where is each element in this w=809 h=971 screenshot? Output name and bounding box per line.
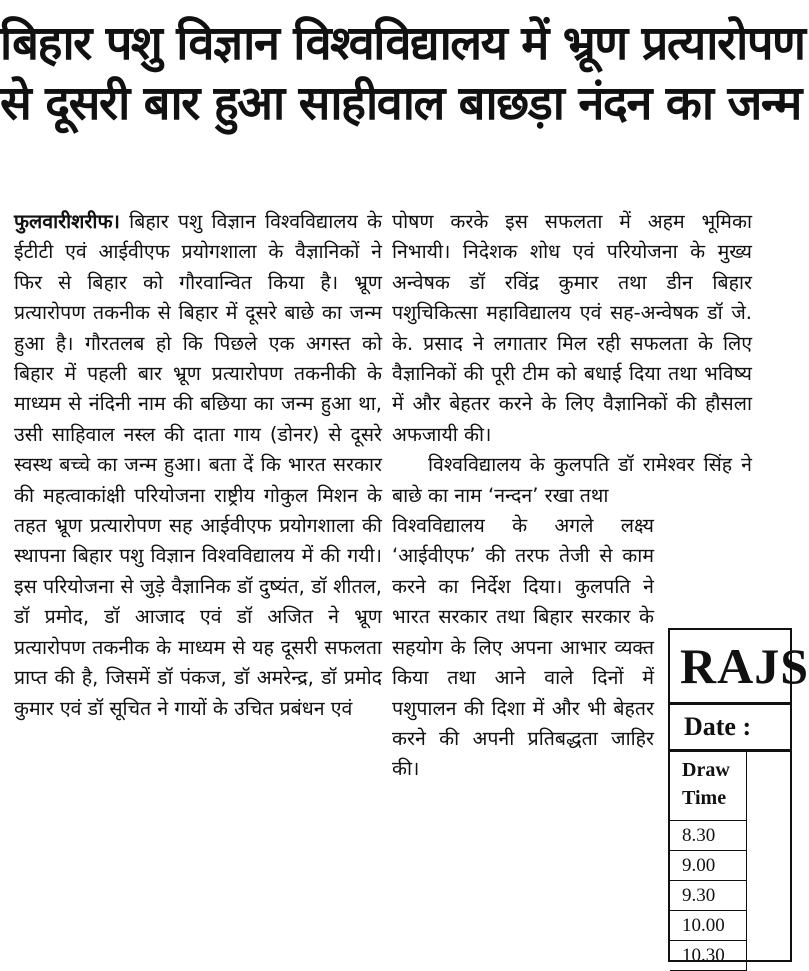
ad-time-row: 8.30	[670, 821, 747, 851]
dateline: फुलवारीशरीफ।	[14, 210, 120, 233]
ad-header-line-2: Time	[682, 787, 727, 809]
ad-time-row: 10.00	[670, 911, 747, 941]
ad-brand: RAJS	[670, 630, 790, 705]
article-column-left	[14, 207, 382, 724]
ad-time-row: 9.00	[670, 851, 747, 881]
lottery-advertisement	[668, 628, 809, 966]
article-paragraph-3a: विश्वविद्यालय के कुलपति डॉ रामेश्वर सिंह ने बाछे का नाम ‘नन्दन’ रखा तथा	[392, 453, 752, 507]
ad-time-row: 9.30	[670, 881, 747, 911]
headline-line-1: बिहार पशु विज्ञान विश्वविद्यालय में भ्रूण प्रत्यारोपण	[0, 16, 805, 71]
headline	[0, 14, 805, 134]
ad-date-label: Date :	[670, 705, 790, 752]
ad-header-line-1: Draw	[682, 759, 730, 781]
ad-time-row: 10.30	[670, 941, 747, 971]
article-paragraph-3b: विश्वविद्यालय के अगले लक्ष्य ‘आईवीएफ’ की तरफ तेजी से काम करने का निर्देश दिया। कुलपति ने भारत सरकार तथा बिहार सरकार के सहयोग के लिए अपना आभार व्यक्त किया तथा आने वाले दिनों में पशुपालन की दिशा में और भी बेहतर करने की अपनी प्रतिबद्धता जाहिर की।	[392, 514, 654, 781]
headline-line-2: से दूसरी बार हुआ साहीवाल बाछड़ा नंदन का जन्म	[0, 76, 801, 131]
ad-draw-time-header	[670, 752, 747, 821]
article-paragraph-1	[14, 207, 382, 724]
article-left-text: बिहार पशु विज्ञान विश्वविद्यालय के ईटीटी एवं आईवीएफ प्रयोगशाला के वैज्ञानिकों ने फिर से बिहार को गौरवान्वित किया है। भ्रूण प्रत्यारोपण तकनीक से बिहार में दूसरे बाछे का जन्म हुआ है। गौरतलब हो कि पिछले एक अगस्त को बिहार में पहली बार भ्रूण प्रत्यारोपण तकनीकी के माध्यम से नंदिनी नाम की बछिया का जन्म हुआ था, उसी साहिवाल नस्ल की दाता गाय (डोनर) से दूसरे स्वस्थ बच्चे का जन्म हुआ। बता दें कि भारत सरकार की महत्वाकांक्षी परियोजना राष्ट्रीय गोकुल मिशन के तहत भ्रूण प्रत्यारोपण सह आईवीएफ प्रयोगशाला की स्थापना बिहार पशु विज्ञान विश्वविद्यालय में की गयी। इस परियोजना से जुड़े वैज्ञानिक डॉ दुष्यंत, डॉ शीतल, डॉ प्रमोद, डॉ आजाद एवं डॉ अजित ने भ्रूण प्रत्यारोपण तकनीक के माध्यम से यह दूसरी सफलता प्राप्त की है, जिसमें डॉ पंकज, डॉ अमरेन्द्र, डॉ प्रमोद कुमार एवं डॉ सूचित ने गायों के उचित प्रबंधन एवं	[14, 210, 383, 720]
article-paragraph-2: पोषण करके इस सफलता में अहम भूमिका निभायी। निदेशक शोध एवं परियोजना के मुख्य अन्वेषक डॉ रविंद्र कुमार तथा डीन बिहार पशुचिकित्सा महाविद्यालय एवं सह-अन्वेषक डॉ जे. के. प्रसाद ने लगातार मिल रही सफलता के लिए वैज्ञानिकों की पूरी टीम को बधाई दिया तथा भविष्य में और बेहतर करने के लिए वैज्ञानिकों की हौसला अफजायी की।	[392, 210, 752, 446]
